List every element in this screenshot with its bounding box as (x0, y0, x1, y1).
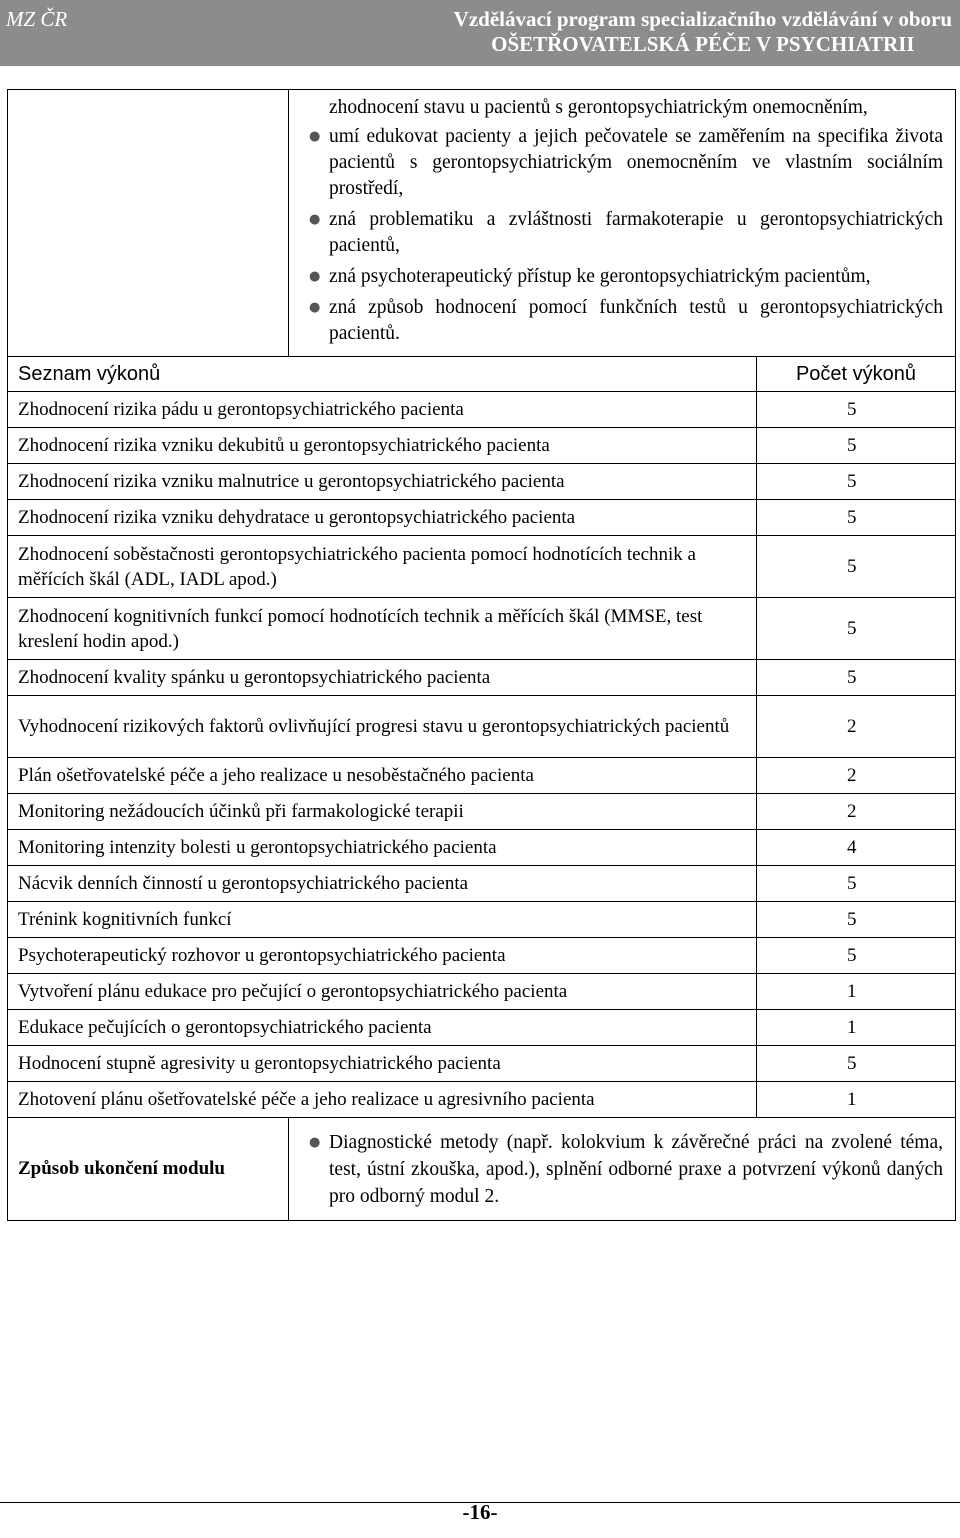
procedure-row (8, 938, 956, 974)
procedure-row (8, 758, 956, 794)
procedure-row (8, 660, 956, 696)
competence-row (8, 90, 956, 357)
procedure-count: 5 (757, 464, 956, 500)
procedure-row (8, 830, 956, 866)
competence-item (293, 295, 943, 347)
procedure-row (8, 392, 956, 428)
bullet-icon: ● (309, 1134, 321, 1150)
bullet-icon: ● (309, 300, 321, 315)
competence-item (293, 95, 943, 121)
competence-text: zná problematiku a zvláštnosti farmakoterapie u gerontopsychiatrických pacientů, (329, 209, 943, 256)
competence-text: zná způsob hodnocení pomocí funkčních testů u gerontopsychiatrických pacientů. (329, 297, 943, 344)
module-end-list (293, 1129, 943, 1210)
procedure-row (8, 866, 956, 902)
procedure-name: Vyhodnocení rizikových faktorů ovlivňující progresi stavu u gerontopsychiatrických pacientů (8, 696, 757, 758)
competence-item (293, 124, 943, 202)
bullet-icon: ● (309, 129, 321, 144)
header-title (454, 7, 952, 57)
module-end-cell (289, 1118, 956, 1221)
procedure-count: 1 (757, 1010, 956, 1046)
procedure-count: 5 (757, 866, 956, 902)
procedures-header-row (8, 357, 956, 392)
procedure-count: 5 (757, 500, 956, 536)
procedure-count: 5 (757, 660, 956, 696)
procedure-row (8, 598, 956, 660)
procedure-row (8, 974, 956, 1010)
procedure-count: 5 (757, 392, 956, 428)
procedure-name: Zhodnocení soběstačnosti gerontopsychiatrického pacienta pomocí hodnotících technik a měřících škál (ADL, IADL apod.) (8, 536, 757, 598)
page-header (0, 0, 960, 62)
competence-item (293, 264, 943, 290)
header-ministry: MZ ČR (6, 7, 68, 31)
procedure-name: Monitoring intenzity bolesti u gerontopsychiatrického pacienta (8, 830, 757, 866)
procedure-name: Zhodnocení rizika vzniku dehydratace u gerontopsychiatrického pacienta (8, 500, 757, 536)
procedure-row (8, 536, 956, 598)
count-header: Počet výkonů (757, 357, 956, 392)
procedure-name: Zhotovení plánu ošetřovatelské péče a jeho realizace u agresivního pacienta (8, 1082, 757, 1118)
procedure-count: 2 (757, 758, 956, 794)
procedure-count: 1 (757, 974, 956, 1010)
procedure-count: 5 (757, 938, 956, 974)
header-title-line1: Vzdělávací program specializačního vzdělávání v oboru (453, 7, 952, 31)
competence-text: zhodnocení stavu u pacientů s gerontopsychiatrickým onemocněním, (329, 97, 868, 118)
competence-text: umí edukovat pacienty a jejich pečovatele se zaměřením na specifika života pacientů s gerontopsychiatrickým onemocněním ve vlastním sociálním prostředí, (329, 126, 943, 199)
competence-list (293, 95, 943, 347)
bullet-icon: ● (309, 212, 321, 227)
module-end-row (8, 1118, 956, 1221)
procedure-count: 5 (757, 902, 956, 938)
procedure-count: 5 (757, 598, 956, 660)
procedure-name: Nácvik denních činností u gerontopsychiatrického pacienta (8, 866, 757, 902)
procedure-name: Zhodnocení rizika vzniku malnutrice u gerontopsychiatrického pacienta (8, 464, 757, 500)
procedure-row (8, 696, 956, 758)
procedure-count: 5 (757, 428, 956, 464)
procedure-name: Hodnocení stupně agresivity u gerontopsychiatrického pacienta (8, 1046, 757, 1082)
procedure-name: Monitoring nežádoucích účinků při farmakologické terapii (8, 794, 757, 830)
procedure-row (8, 428, 956, 464)
module-end-label: Způsob ukončení modulu (8, 1118, 289, 1221)
procedure-name: Edukace pečujících o gerontopsychiatrického pacienta (8, 1010, 757, 1046)
procedure-count: 5 (757, 1046, 956, 1082)
procedure-count: 2 (757, 794, 956, 830)
procedure-row (8, 1046, 956, 1082)
procedure-count: 2 (757, 696, 956, 758)
bullet-icon: ● (309, 269, 321, 284)
header-divider (0, 62, 960, 66)
procedure-count: 5 (757, 536, 956, 598)
procedure-count: 1 (757, 1082, 956, 1118)
procedure-row (8, 794, 956, 830)
competence-text: zná psychoterapeutický přístup ke gerontopsychiatrickým pacientům, (329, 266, 871, 287)
module-end-item (293, 1129, 943, 1210)
procedure-name: Psychoterapeutický rozhovor u gerontopsychiatrického pacienta (8, 938, 757, 974)
procedure-name: Zhodnocení kvality spánku u gerontopsychiatrického pacienta (8, 660, 757, 696)
header-title-line2: OŠETŘOVATELSKÁ PÉČE V PSYCHIATRII (491, 32, 915, 56)
procedure-row (8, 500, 956, 536)
competence-cell (289, 90, 956, 357)
procedure-name: Vytvoření plánu edukace pro pečující o gerontopsychiatrického pacienta (8, 974, 757, 1010)
procedures-title: Seznam výkonů (8, 357, 757, 392)
competence-item (293, 207, 943, 259)
procedure-row (8, 902, 956, 938)
procedure-name: Plán ošetřovatelské péče a jeho realizace u nesoběstačného pacienta (8, 758, 757, 794)
procedure-name: Zhodnocení rizika pádu u gerontopsychiatrického pacienta (8, 392, 757, 428)
procedure-row (8, 464, 956, 500)
module-end-text: Diagnostické metody (např. kolokvium k závěrečné práci na zvolené téma, test, ústní zkouška, apod.), splnění odborné praxe a potvrzení výkonů daných pro odborný modul 2. (329, 1131, 943, 1207)
procedure-name: Zhodnocení kognitivních funkcí pomocí hodnotících technik a měřících škál (MMSE, test kreslení hodin apod.) (8, 598, 757, 660)
page-number: -16- (462, 1500, 498, 1524)
procedure-name: Trénink kognitivních funkcí (8, 902, 757, 938)
procedure-count: 4 (757, 830, 956, 866)
procedure-row (8, 1082, 956, 1118)
module-table (7, 89, 956, 1221)
competence-label-cell (8, 90, 289, 357)
procedure-name: Zhodnocení rizika vzniku dekubitů u gerontopsychiatrického pacienta (8, 428, 757, 464)
procedure-row (8, 1010, 956, 1046)
